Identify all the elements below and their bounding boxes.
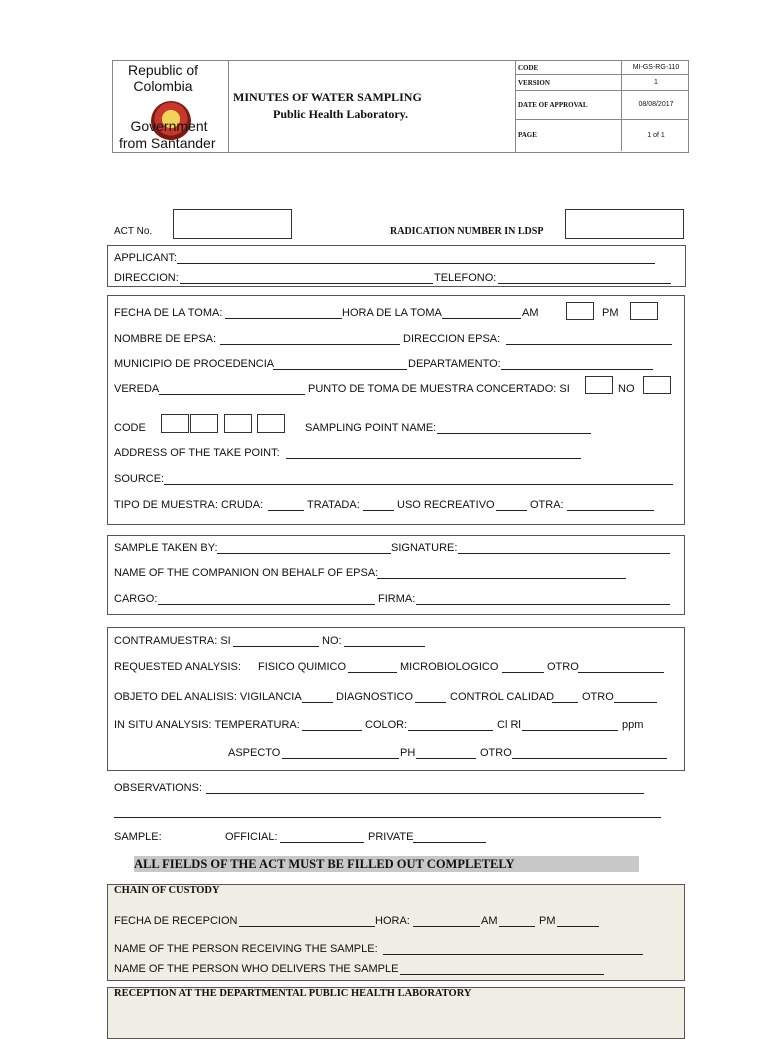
am-label: AM — [522, 307, 539, 319]
fisico-quimico-field[interactable] — [348, 672, 397, 673]
vereda-field[interactable] — [159, 394, 305, 395]
objeto-analisis-label: OBJETO DEL ANALISIS: VIGILANCIA — [114, 691, 302, 703]
code-digit-4[interactable] — [257, 414, 285, 433]
custody-title: CHAIN OF CUSTODY — [114, 885, 220, 896]
meta-row-code — [516, 61, 689, 75]
municipio-field[interactable] — [273, 369, 407, 370]
cruda-field[interactable] — [268, 510, 304, 511]
direccion-label: DIRECCION: — [114, 272, 179, 284]
otro-objeto-label: OTRO — [582, 691, 614, 703]
sampling-point-field[interactable] — [437, 433, 591, 434]
otro-analysis-field[interactable] — [578, 672, 664, 673]
firma-field[interactable] — [416, 604, 670, 605]
custody-pm-label: PM — [539, 915, 556, 927]
punto-si-checkbox[interactable] — [585, 376, 613, 394]
signature-label: SIGNATURE: — [391, 542, 458, 554]
color-field[interactable] — [408, 730, 493, 731]
otro-analysis-label: OTRO — [547, 661, 579, 673]
ph-field[interactable] — [416, 758, 476, 759]
fecha-recepcion-label: FECHA DE RECEPCION — [114, 915, 238, 927]
otra-label: OTRA: — [530, 499, 564, 511]
otro-objeto-field[interactable] — [614, 702, 657, 703]
diagnostico-field[interactable] — [415, 702, 446, 703]
receiving-person-label: NAME OF THE PERSON RECEIVING THE SAMPLE: — [114, 943, 378, 955]
code-value: MI-GS-RG-110 — [621, 61, 690, 74]
temperatura-field[interactable] — [302, 730, 362, 731]
departamento-label: DEPARTAMENTO: — [408, 358, 501, 370]
version-label: VERSION — [518, 79, 550, 87]
aspecto-field[interactable] — [282, 758, 399, 759]
companion-field[interactable] — [377, 578, 626, 579]
contramuestra-si-field[interactable] — [233, 646, 319, 647]
code-label: CODE — [114, 422, 146, 434]
meta-row-page — [516, 120, 689, 151]
punto-no-label: NO — [618, 383, 635, 395]
fecha-recepcion-field[interactable] — [239, 926, 375, 927]
entity-line3: Government — [130, 118, 208, 134]
cargo-field[interactable] — [158, 604, 375, 605]
custody-am-field[interactable] — [499, 926, 535, 927]
vereda-label: VEREDA — [114, 383, 160, 395]
hora-toma-label: HORA DE LA TOMA — [342, 307, 442, 319]
radication-label: RADICATION NUMBER IN LDSP — [390, 226, 544, 237]
delivering-person-label: NAME OF THE PERSON WHO DELIVERS THE SAMPLE — [114, 963, 399, 975]
color-label: COLOR: — [365, 719, 408, 731]
cl-rl-label: Cl Rl — [497, 719, 521, 731]
document-header — [112, 60, 689, 153]
ppm-label: ppm — [622, 719, 644, 731]
required-fields-notice: ALL FIELDS OF THE ACT MUST BE FILLED OUT COMPLETELY — [134, 856, 639, 872]
date-value: 08/08/2017 — [621, 91, 690, 119]
signature-field[interactable] — [458, 553, 670, 554]
source-field[interactable] — [164, 484, 673, 485]
observations-field-line2[interactable] — [114, 817, 661, 818]
pm-label: PM — [602, 307, 619, 319]
document-title: MINUTES OF WATER SAMPLING — [233, 90, 422, 104]
taken-by-field[interactable] — [217, 553, 391, 554]
official-label: OFFICIAL: — [225, 831, 278, 843]
cargo-label: CARGO: — [114, 593, 158, 605]
taken-by-label: SAMPLE TAKEN BY: — [114, 542, 218, 554]
receiving-person-field[interactable] — [383, 954, 643, 955]
hora-recepcion-field[interactable] — [413, 926, 480, 927]
observations-label: OBSERVATIONS: — [114, 782, 203, 794]
requested-analysis-label: REQUESTED ANALYSIS: — [114, 661, 241, 673]
contramuestra-no-label: NO: — [322, 635, 342, 647]
custody-pm-field[interactable] — [557, 926, 599, 927]
hora-recepcion-label: HORA: — [375, 915, 410, 927]
delivering-person-field[interactable] — [400, 974, 604, 975]
cl-rl-field[interactable] — [522, 730, 618, 731]
tratada-field[interactable] — [363, 510, 394, 511]
nombre-epsa-label: NOMBRE DE EPSA: — [114, 333, 217, 345]
entity-line4: from Santander — [119, 135, 216, 151]
insitu-label: IN SITU ANALYSIS: TEMPERATURA: — [114, 719, 300, 731]
applicant-label: APPLICANT: — [114, 252, 177, 264]
address-field[interactable] — [286, 458, 581, 459]
uso-recreativo-field[interactable] — [496, 510, 527, 511]
tipo-muestra-label: TIPO DE MUESTRA: CRUDA: — [114, 499, 264, 511]
page-value: 1 of 1 — [621, 120, 690, 151]
contramuestra-no-field[interactable] — [344, 646, 425, 647]
page-label: PAGE — [518, 131, 537, 139]
document-meta-table — [515, 61, 689, 152]
entity-line1: Republic of — [127, 62, 199, 78]
meta-row-version — [516, 75, 689, 91]
reception-title: RECEPTION AT THE DEPARTMENTAL PUBLIC HEALTH LABORATORY — [114, 988, 472, 999]
microbiologico-field[interactable] — [502, 672, 544, 673]
am-checkbox[interactable] — [566, 302, 594, 320]
entity-line2: Colombia — [133, 78, 193, 94]
act-no-label: ACT No. — [114, 226, 153, 237]
vigilancia-field[interactable] — [302, 702, 333, 703]
document-subtitle: Public Health Laboratory. — [273, 107, 408, 121]
microbiologico-label: MICROBIOLOGICO — [400, 661, 499, 673]
firma-label: FIRMA: — [378, 593, 416, 605]
companion-label: NAME OF THE COMPANION ON BEHALF OF EPSA: — [114, 567, 379, 579]
aspecto-label: ASPECTO — [228, 747, 281, 759]
hora-toma-field[interactable] — [442, 318, 521, 319]
code-digit-3[interactable] — [224, 414, 252, 433]
private-field[interactable] — [413, 842, 486, 843]
otro-aspecto-field[interactable] — [512, 758, 667, 759]
sampling-section — [107, 295, 685, 525]
applicant-section — [107, 245, 686, 287]
address-label: ADDRESS OF THE TAKE POINT: — [114, 447, 280, 459]
act-no-field[interactable] — [173, 209, 292, 239]
pm-checkbox[interactable] — [630, 302, 658, 320]
departamento-field[interactable] — [501, 369, 653, 370]
diagnostico-label: DIAGNOSTICO — [336, 691, 414, 703]
control-calidad-label: CONTROL CALIDAD — [450, 691, 555, 703]
uso-recreativo-label: USO RECREATIVO — [397, 499, 495, 511]
sample-label: SAMPLE: — [114, 831, 162, 843]
code-label: CODE — [518, 64, 539, 72]
private-label: PRIVATE — [368, 831, 414, 843]
contramuestra-label: CONTRAMUESTRA: SI — [114, 635, 231, 647]
direccion-epsa-field[interactable] — [506, 344, 672, 345]
version-value: 1 — [621, 75, 690, 90]
punto-no-checkbox[interactable] — [643, 376, 671, 394]
source-label: SOURCE: — [114, 473, 165, 485]
code-digit-1[interactable] — [161, 414, 189, 433]
observations-field-line1[interactable] — [206, 793, 644, 794]
sampling-point-label: SAMPLING POINT NAME: — [305, 422, 437, 434]
applicant-field[interactable] — [177, 263, 655, 264]
telefono-label: TELEFONO: — [434, 272, 497, 284]
fecha-toma-field[interactable] — [225, 318, 342, 319]
fisico-quimico-label: FISICO QUIMICO — [258, 661, 346, 673]
radication-field[interactable] — [565, 209, 684, 239]
meta-row-date — [516, 91, 689, 120]
ph-label: PH — [400, 747, 416, 759]
otra-field[interactable] — [567, 510, 654, 511]
tratada-label: TRATADA: — [307, 499, 360, 511]
nombre-epsa-field[interactable] — [220, 344, 400, 345]
date-label: DATE OF APPROVAL — [518, 101, 588, 109]
code-digit-2[interactable] — [190, 414, 218, 433]
control-calidad-field[interactable] — [552, 702, 578, 703]
telefono-field[interactable] — [498, 283, 671, 284]
direccion-field[interactable] — [180, 283, 433, 284]
punto-concertado-label: PUNTO DE TOMA DE MUESTRA CONCERTADO: SI — [308, 383, 570, 395]
direccion-epsa-label: DIRECCION EPSA: — [403, 333, 501, 345]
custody-am-label: AM — [481, 915, 498, 927]
otro-aspecto-label: OTRO — [480, 747, 512, 759]
official-field[interactable] — [280, 842, 364, 843]
entity-cell — [113, 61, 229, 152]
fecha-toma-label: FECHA DE LA TOMA: — [114, 307, 223, 319]
municipio-label: MUNICIPIO DE PROCEDENCIA — [114, 358, 275, 370]
